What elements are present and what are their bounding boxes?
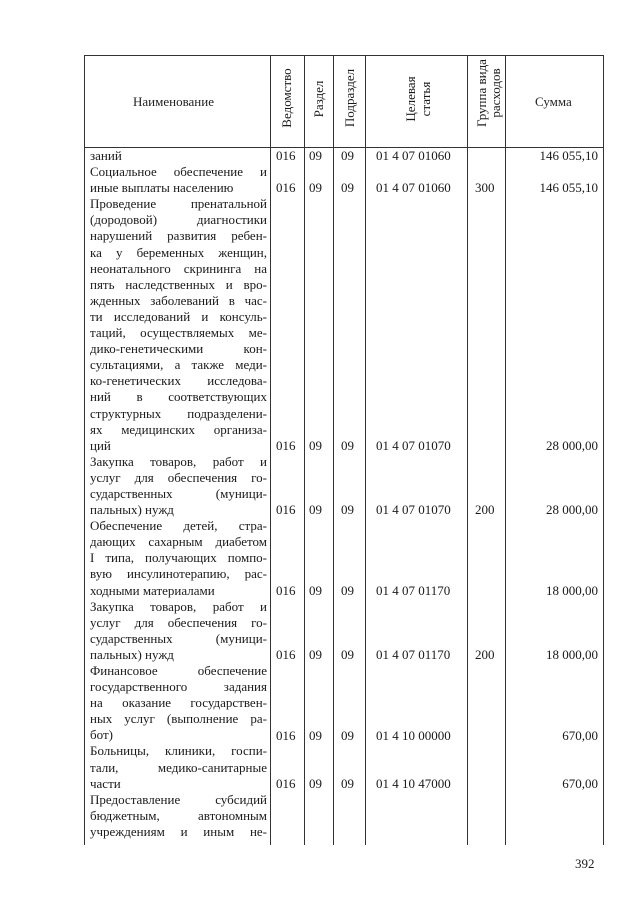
header-gruppa-line1: Группа вида bbox=[474, 59, 489, 127]
celevaya-cell: 01 4 10 00000 bbox=[376, 727, 451, 743]
name-line: ти исследований и консуль- bbox=[90, 308, 267, 324]
table-left-border bbox=[84, 55, 85, 845]
podrazdel-cell: 09 bbox=[341, 582, 354, 598]
col-divider-vedomstvo bbox=[304, 55, 305, 845]
name-line: на оказание государствен- bbox=[90, 695, 267, 711]
name-line: Закупка товаров, работ и bbox=[90, 598, 267, 614]
name-line: заний bbox=[90, 148, 122, 163]
page-number: 392 bbox=[575, 856, 595, 871]
header-razdel: Раздел bbox=[311, 80, 326, 118]
name-line: (дородовой) диагностики bbox=[90, 212, 267, 228]
gruppa-cell: 200 bbox=[475, 502, 495, 518]
name-line: ных услуг (выполнение ра- bbox=[90, 711, 267, 727]
name-line: бюджетным, автономным bbox=[90, 807, 267, 823]
podrazdel-cell: 09 bbox=[341, 775, 354, 791]
name-line: таций, осуществляемых ме- bbox=[90, 325, 267, 341]
celevaya-cell: 01 4 07 01070 bbox=[376, 502, 451, 518]
name-line: структурных подразделени- bbox=[90, 405, 267, 421]
razdel-cell: 09 bbox=[309, 437, 322, 453]
summa-cell: 146 055,10 bbox=[539, 180, 598, 196]
name-line: неонатального скрининга на bbox=[90, 260, 267, 276]
name-line: I типа, получающих помпо- bbox=[90, 550, 267, 566]
header-vedomstvo: Ведомство bbox=[279, 68, 294, 128]
razdel-cell: 09 bbox=[309, 727, 322, 743]
celevaya-cell: 01 4 10 47000 bbox=[376, 775, 451, 791]
summa-cell: 670,00 bbox=[562, 727, 598, 743]
razdel-cell: 09 bbox=[309, 775, 322, 791]
name-line: пять наследственных и вро- bbox=[90, 276, 267, 292]
name-line: Проведение пренатальной bbox=[90, 196, 267, 212]
name-line: Больницы, клиники, госпи- bbox=[90, 743, 267, 759]
name-line: Финансовое обеспечение bbox=[90, 663, 267, 678]
vedomstvo-cell: 016 bbox=[276, 148, 296, 163]
gruppa-cell: 200 bbox=[475, 647, 495, 663]
name-line: пальных) нужд bbox=[90, 646, 174, 662]
vedomstvo-cell: 016 bbox=[276, 582, 296, 598]
celevaya-cell: 01 4 07 01170 bbox=[376, 582, 451, 598]
razdel-cell: 09 bbox=[309, 582, 322, 598]
col-divider-podrazdel bbox=[365, 55, 366, 845]
name-line: части bbox=[90, 775, 121, 791]
name-line: ходными материалами bbox=[90, 582, 215, 598]
podrazdel-cell: 09 bbox=[341, 727, 354, 743]
vedomstvo-cell: 016 bbox=[276, 727, 296, 743]
vedomstvo-cell: 016 bbox=[276, 647, 296, 663]
podrazdel-cell: 09 bbox=[341, 148, 354, 163]
header-gruppa-line2: расходов bbox=[488, 68, 503, 118]
razdel-cell: 09 bbox=[309, 647, 322, 663]
name-line: сударственных (муници- bbox=[90, 485, 267, 501]
vedomstvo-cell: 016 bbox=[276, 502, 296, 518]
name-line: нарушений развития ребен- bbox=[90, 228, 267, 244]
col-divider-name bbox=[270, 55, 271, 845]
name-line: дико-генетическими кон- bbox=[90, 341, 267, 357]
vedomstvo-cell: 016 bbox=[276, 437, 296, 453]
summa-cell: 670,00 bbox=[562, 775, 598, 791]
razdel-cell: 09 bbox=[309, 148, 322, 163]
name-line: тали, медико-санитарные bbox=[90, 759, 267, 775]
header-celevaya-line1: Целевая bbox=[403, 76, 418, 122]
podrazdel-cell: 09 bbox=[341, 502, 354, 518]
name-line: Социальное обеспечение и bbox=[90, 164, 267, 180]
podrazdel-cell: 09 bbox=[341, 647, 354, 663]
col-divider-razdel bbox=[333, 55, 334, 845]
name-line: ка у беременных женщин, bbox=[90, 244, 267, 260]
gruppa-cell: 300 bbox=[475, 180, 495, 196]
header-celevaya-line2: статья bbox=[418, 81, 433, 117]
summa-cell: 18 000,00 bbox=[546, 582, 598, 598]
vedomstvo-cell: 016 bbox=[276, 180, 296, 196]
summa-cell: 28 000,00 bbox=[546, 437, 598, 453]
podrazdel-cell: 09 bbox=[341, 180, 354, 196]
razdel-cell: 09 bbox=[309, 180, 322, 196]
name-line: учреждениям и иным не- bbox=[90, 823, 267, 839]
name-line: вую инсулинотерапию, рас- bbox=[90, 566, 267, 582]
name-line: жденных заболеваний в час- bbox=[90, 292, 267, 308]
name-line: бот) bbox=[90, 727, 113, 743]
table-top-border bbox=[84, 55, 604, 56]
name-line: ях медицинских организа- bbox=[90, 421, 267, 437]
summa-cell: 28 000,00 bbox=[546, 502, 598, 518]
name-line: сударственных (муници- bbox=[90, 630, 267, 646]
table-right-border bbox=[603, 55, 604, 845]
name-line: услуг для обеспечения го- bbox=[90, 614, 267, 630]
name-line: ко-генетических исследова- bbox=[90, 373, 267, 389]
summa-cell: 146 055,10 bbox=[539, 148, 598, 163]
name-line: дающих сахарным диабетом bbox=[90, 534, 267, 550]
celevaya-cell: 01 4 07 01060 bbox=[376, 180, 451, 196]
name-line: иные выплаты населению bbox=[90, 180, 234, 196]
name-line: услуг для обеспечения го- bbox=[90, 469, 267, 485]
name-line: государственного задания bbox=[90, 679, 267, 695]
header-summa: Сумма bbox=[535, 94, 572, 109]
header-name: Наименование bbox=[133, 94, 214, 109]
vedomstvo-cell: 016 bbox=[276, 775, 296, 791]
name-line: сультациями, а также меди- bbox=[90, 357, 267, 373]
name-line: пальных) нужд bbox=[90, 502, 174, 518]
celevaya-cell: 01 4 07 01070 bbox=[376, 437, 451, 453]
name-column bbox=[90, 148, 267, 840]
name-line: Закупка товаров, работ и bbox=[90, 453, 267, 469]
name-line: Обеспечение детей, стра- bbox=[90, 518, 267, 534]
name-line: Предоставление субсидий bbox=[90, 791, 267, 807]
summa-cell: 18 000,00 bbox=[546, 647, 598, 663]
name-line: ций bbox=[90, 437, 111, 453]
header-podrazdel: Подраздел bbox=[342, 68, 357, 128]
col-divider-celevaya bbox=[467, 55, 468, 845]
celevaya-cell: 01 4 07 01060 bbox=[376, 148, 451, 163]
podrazdel-cell: 09 bbox=[341, 437, 354, 453]
razdel-cell: 09 bbox=[309, 502, 322, 518]
celevaya-cell: 01 4 07 01170 bbox=[376, 647, 451, 663]
name-line: ний в соответствующих bbox=[90, 389, 267, 405]
